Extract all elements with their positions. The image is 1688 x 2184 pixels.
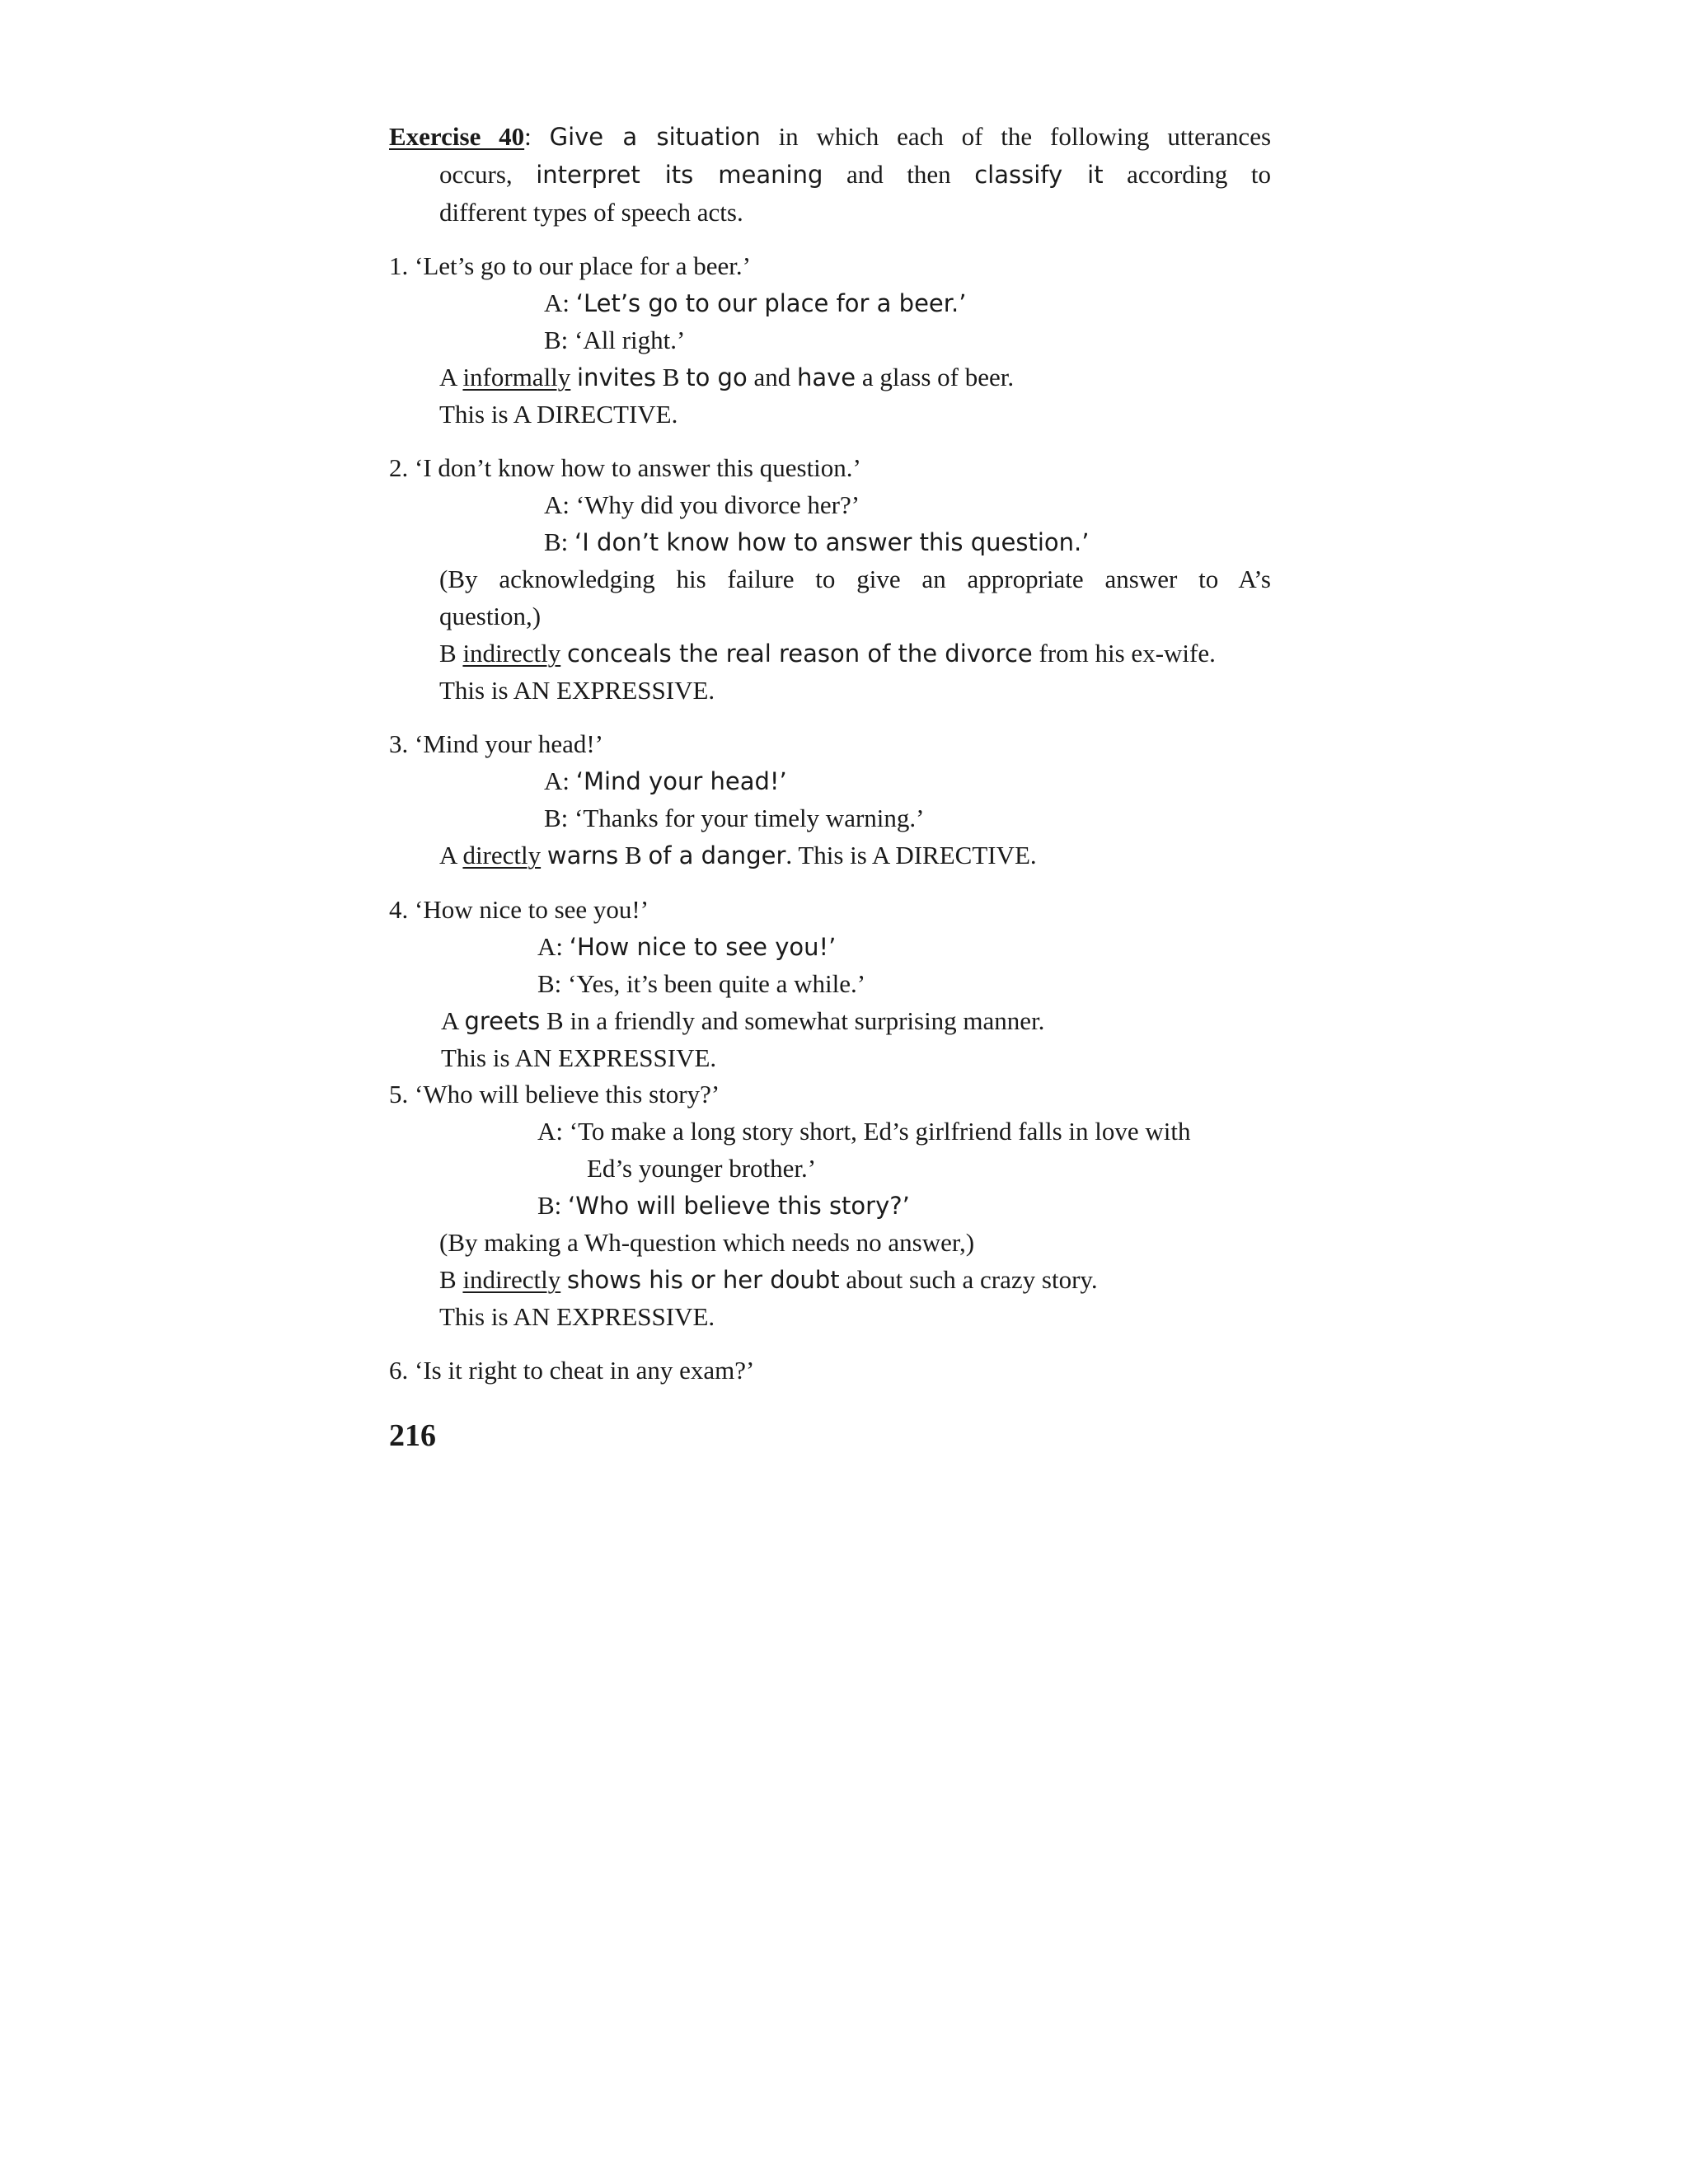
page-number: 216	[389, 1418, 436, 1453]
exercise-colon: :	[524, 122, 532, 151]
item-4-classification: This is AN EXPRESSIVE.	[441, 1043, 717, 1072]
item-3-speaker-a: A: ‘Mind your head!’	[544, 766, 787, 795]
item-3-interpretation: A directly warns B of a danger. This is A DIRECTIVE.	[439, 841, 1037, 869]
item-5-speaker-a-line-1: A: ‘To make a long story short, Ed’s girlfriend falls in love with	[537, 1117, 1191, 1146]
instruction-phrase: Give a situation	[549, 123, 761, 151]
item-6-prompt: 6. ‘Is it right to cheat in any exam?’	[389, 1356, 755, 1385]
instruction-text: according to	[1127, 160, 1272, 189]
exercise-label: Exercise 40	[389, 122, 525, 151]
instruction-phrase: classify it	[974, 161, 1104, 189]
item-2-speaker-b: B: ‘I don’t know how to answer this question.’	[544, 527, 1090, 556]
item-4-speaker-a: A: ‘How nice to see you!’	[537, 932, 837, 961]
item-5-prompt: 5. ‘Who will believe this story?’	[389, 1080, 720, 1108]
instruction-text: in which each of the following utterances	[778, 122, 1272, 151]
instruction-text: and then	[846, 160, 951, 189]
item-1-prompt: 1. ‘Let’s go to our place for a beer.’	[389, 251, 751, 280]
item-2-context-line-2: question,)	[439, 602, 542, 630]
item-5-interpretation: B indirectly shows his or her doubt about such a crazy story.	[439, 1265, 1098, 1294]
item-2-interpretation: B indirectly conceals the real reason of the divorce from his ex-wife.	[439, 639, 1216, 668]
item-5-speaker-a-line-2: Ed’s younger brother.’	[587, 1154, 817, 1183]
instruction-text: occurs,	[439, 160, 513, 189]
item-5-context: (By making a Wh-question which needs no answer,)	[439, 1228, 975, 1257]
item-1-classification: This is A DIRECTIVE.	[439, 400, 678, 429]
instruction-phrase: interpret its meaning	[536, 161, 823, 189]
item-2-prompt: 2. ‘I don’t know how to answer this question.’	[389, 453, 861, 482]
item-4-prompt: 4. ‘How nice to see you!’	[389, 895, 649, 924]
item-4-speaker-b: B: ‘Yes, it’s been quite a while.’	[537, 969, 866, 998]
item-1-interpretation: A informally invites B to go and have a glass of beer.	[439, 363, 1015, 391]
item-5-classification: This is AN EXPRESSIVE.	[439, 1302, 715, 1331]
item-5-speaker-b: B: ‘Who will believe this story?’	[537, 1191, 910, 1220]
item-4-interpretation: A greets B in a friendly and somewhat surprising manner.	[441, 1006, 1045, 1035]
exercise-instructions-line-1	[389, 120, 1271, 153]
item-1-speaker-b: B: ‘All right.’	[544, 326, 686, 354]
exercise-instructions-line-2	[439, 158, 1271, 191]
item-2-classification: This is AN EXPRESSIVE.	[439, 676, 715, 705]
item-2-speaker-a: A: ‘Why did you divorce her?’	[544, 490, 860, 519]
item-2-context-line-1: (By acknowledging his failure to give an appropriate answer to A’s	[439, 565, 1271, 593]
item-3-speaker-b: B: ‘Thanks for your timely warning.’	[544, 804, 925, 832]
item-3-prompt: 3. ‘Mind your head!’	[389, 729, 603, 758]
item-1-speaker-a: A: ‘Let’s go to our place for a beer.’	[544, 288, 967, 317]
exercise-instructions-line-3: different types of speech acts.	[439, 198, 743, 227]
